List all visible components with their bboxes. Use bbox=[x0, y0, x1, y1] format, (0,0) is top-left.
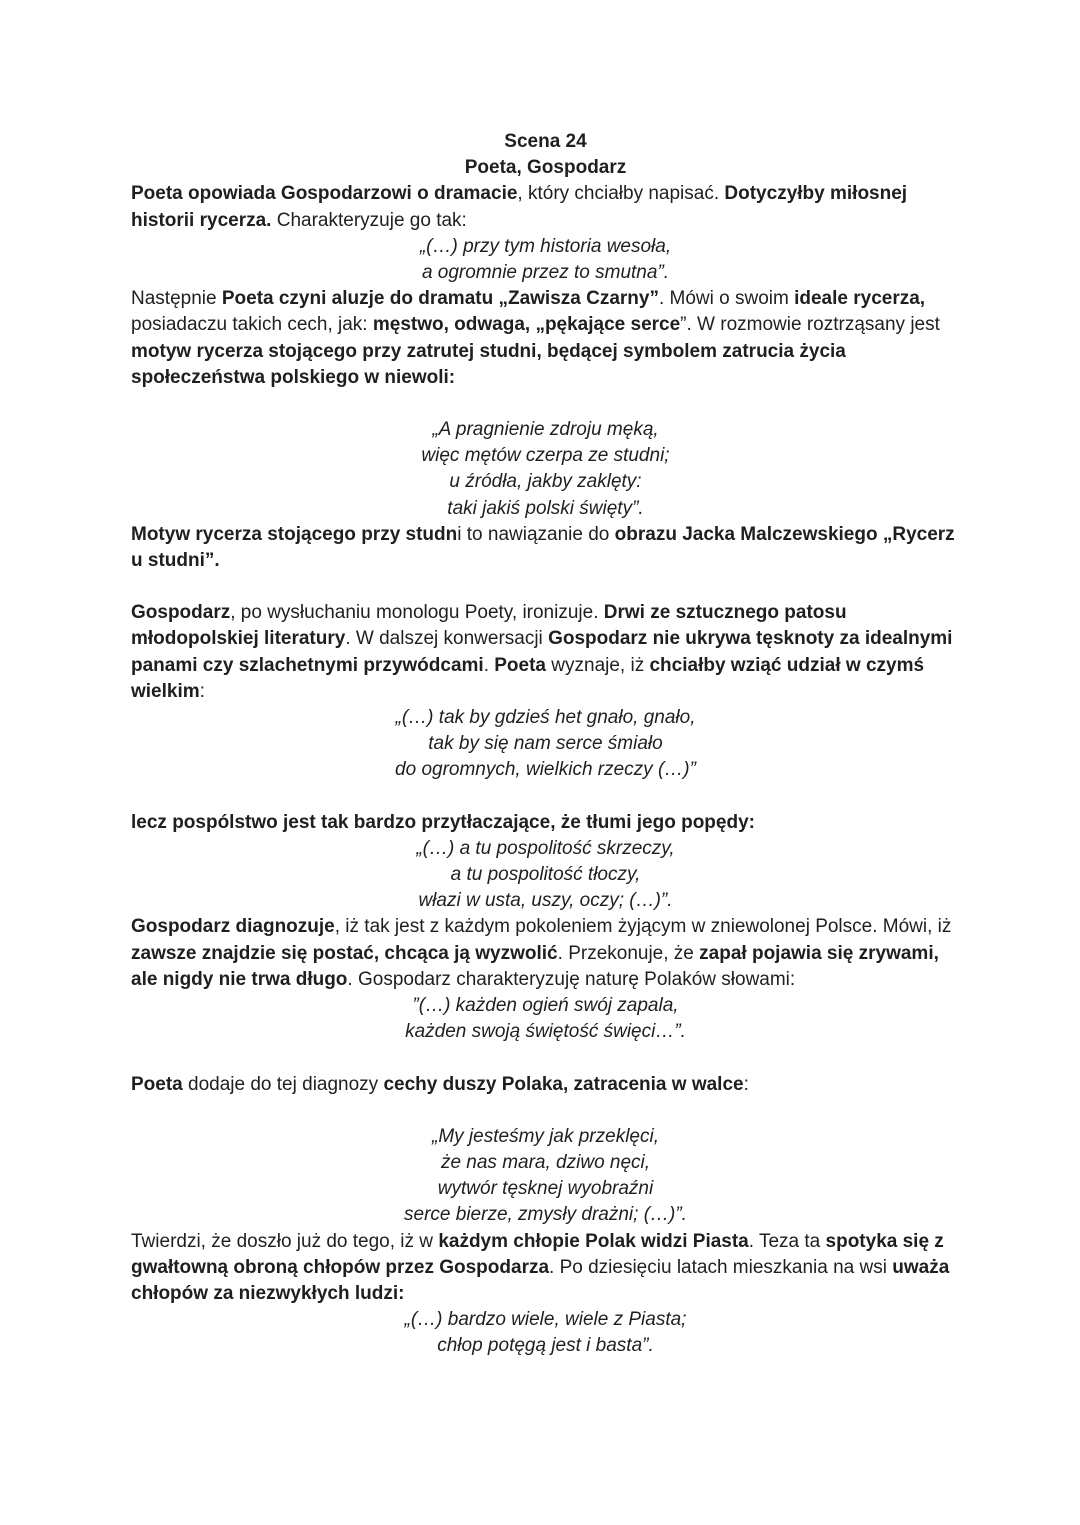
quote-line: wytwór tęsknej wyobraźni bbox=[437, 1178, 654, 1200]
quote-line: „My jesteśmy jak przeklęci, bbox=[432, 1125, 659, 1147]
quote-line: „(…) a tu pospolitość skrzeczy, bbox=[416, 837, 675, 859]
quote-line: taki jakiś polski święty”. bbox=[447, 497, 644, 519]
quote-1 bbox=[131, 234, 960, 286]
paragraph-7: Poeta dodaje do tej diagnozy cechy duszy Polaka, zatracenia w walce: bbox=[131, 1073, 749, 1095]
quote-line: włazi w usta, uszy, oczy; (…)”. bbox=[418, 890, 673, 912]
quote-5 bbox=[131, 993, 960, 1045]
quote-line: tak by się nam serce śmiało bbox=[428, 733, 663, 755]
quote-line: do ogromnych, wielkich rzeczy (…)” bbox=[395, 759, 696, 781]
quote-line: a ogromnie przez to smutna”. bbox=[421, 262, 670, 284]
quote-3 bbox=[131, 705, 960, 784]
paragraph-5: lecz pospólstwo jest tak bardzo przytłaczające, że tłumi jego popędy: bbox=[131, 811, 755, 833]
quote-line: serce bierze, zmysły drażni; (…)”. bbox=[404, 1204, 687, 1226]
quote-6 bbox=[131, 1124, 960, 1229]
quote-4 bbox=[131, 836, 960, 915]
quote-line: „(…) przy tym historia wesoła, bbox=[419, 235, 672, 257]
quote-line: „(…) bardzo wiele, wiele z Piasta; bbox=[404, 1309, 687, 1331]
quote-line: że nas mara, dziwo nęci, bbox=[440, 1151, 651, 1173]
paragraph-3: Motyw rycerza stojącego przy studni to nawiązanie do obrazu Jacka Malczewskiego „Rycerz u studni”. bbox=[131, 523, 955, 572]
paragraph-6: Gospodarz diagnozuje, iż tak jest z każdym pokoleniem żyjącym w zniewolonej Polsce. Mówi, iż zawsze znajdzie się postać, chcąca ją wyzwolić. Przekonuje, że zapał pojawia się zrywami, ale nigdy nie trwa długo. Gospodarz charakteryzuję naturę Polaków słowami: bbox=[131, 916, 952, 990]
quote-7 bbox=[131, 1307, 960, 1359]
quote-line: u źródła, jakby zaklęty: bbox=[449, 471, 642, 493]
scene-characters: Poeta, Gospodarz bbox=[464, 157, 627, 179]
paragraph-4: Gospodarz, po wysłuchaniu monologu Poety, ironizuje. Drwi ze sztucznego patosu młodopolskiej literatury. W dalszej konwersacji Gospodarz nie ukrywa tęsknoty za idealnymi panami czy szlachetnymi przywódcami. Poeta wyznaje, iż chciałby wziąć udział w czymś wielkim: bbox=[131, 602, 953, 702]
quote-line: więc mętów czerpa ze studni; bbox=[421, 445, 670, 467]
paragraph-2: Następnie Poeta czyni aluzje do dramatu „Zawisza Czarny”. Mówi o swoim ideale rycerza, posiadaczu takich cech, jak: męstwo, odwaga, „pękające serce”. W rozmowie roztrząsany jest motyw rycerza stojącego przy zatrutej studni, będącej symbolem zatrucia życia społeczeństwa polskiego w niewoli: bbox=[131, 288, 940, 388]
quote-line: każden swoją świętość święci…”. bbox=[405, 1021, 686, 1043]
quote-line: a tu pospolitość tłoczy, bbox=[450, 864, 641, 886]
paragraph-8: Twierdzi, że doszło już do tego, iż w każdym chłopie Polak widzi Piasta. Teza ta spotyka się z gwałtowną obroną chłopów przez Gospodarza. Po dziesięciu latach mieszkania na wsi uważa chłopów za niezwykłych ludzi: bbox=[131, 1230, 950, 1304]
quote-line: „A pragnienie zdroju męką, bbox=[432, 419, 659, 441]
paragraph-1: Poeta opowiada Gospodarzowi o dramacie, który chciałby napisać. Dotyczyłby miłosnej historii rycerza. Charakteryzuje go tak: bbox=[131, 183, 908, 231]
quote-line: chłop potęgą jest i basta”. bbox=[437, 1335, 654, 1357]
quote-line: „(…) tak by gdzieś het gnało, gnało, bbox=[395, 707, 696, 729]
scene-title: Scena 24 bbox=[504, 131, 587, 152]
quote-line: ”(…) każden ogień swój zapala, bbox=[412, 995, 679, 1017]
quote-2 bbox=[131, 417, 960, 522]
